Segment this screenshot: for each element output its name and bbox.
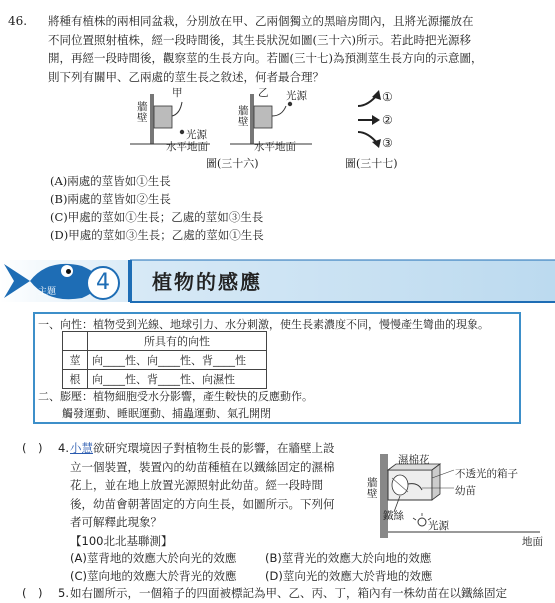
- row-label: 根: [63, 370, 88, 389]
- q4-option-c[interactable]: (C)莖向地的效應大於背光的效應: [70, 569, 237, 583]
- fish-eye-icon: [60, 264, 74, 278]
- q4-line: 後，幼苗會朝著固定的方向生長，如圖所示。下列何: [70, 496, 335, 511]
- q4-answer-paren[interactable]: ( ): [22, 441, 43, 455]
- q4-source: 【100北北基聯測】: [70, 533, 173, 548]
- option-c[interactable]: (C)甲處的莖如①生長；乙處的莖如③生長: [50, 210, 264, 224]
- row-content: 向____性、向____性、背____性: [88, 351, 267, 370]
- q5-text: 如右圖所示，一個箱子的四面被標記為甲、乙、丙、丁，箱內有一株幼苗在以鐵絲固定: [70, 586, 507, 600]
- question-46-number: 46.: [8, 14, 28, 28]
- summary-turgor: 二、膨壓：植物細胞受水分影響，產生較快的反應動作。: [38, 390, 313, 403]
- fig36-wall-label-jia: 牆壁: [137, 101, 148, 124]
- question-46-options: [50, 172, 264, 244]
- topic-label: 主題: [38, 287, 57, 297]
- q4-line: 欲研究環境因子對植物生長的影響，在牆壁上設: [93, 441, 335, 455]
- q5-answer-paren[interactable]: ( ): [22, 586, 43, 600]
- q4-fig-ground-label: 地面: [522, 536, 543, 548]
- option-b[interactable]: (B)兩處的莖皆如②生長: [50, 192, 171, 206]
- tropism-table: [62, 331, 267, 389]
- topic-banner: [0, 256, 555, 306]
- fig36-light-label-yi: 光源: [286, 90, 307, 102]
- q5-number: 5.: [58, 586, 69, 600]
- fig37-arrow-1-label: ①: [382, 90, 393, 104]
- q46-line: 開，再經一段時間後，觀察莖的生長方向。若圖(三十七)為預測莖生長方向的示意圖，: [48, 51, 483, 65]
- q4-fig-cotton-label: 濕棉花: [398, 454, 430, 466]
- topic-number: 4: [86, 266, 120, 300]
- fig36-wall-label-yi: 牆壁: [238, 105, 249, 128]
- fig37-arrow-3-label: ③: [382, 136, 393, 150]
- fig36-caption: 圖(三十六): [206, 157, 259, 170]
- q4-option-d[interactable]: (D)莖向光的效應大於背地的效應: [265, 569, 433, 583]
- row-label: 莖: [63, 351, 88, 370]
- table-corner: [63, 332, 88, 351]
- q4-fig-box-label: 不透光的箱子: [455, 468, 518, 480]
- table-header: 所具有的向性: [88, 332, 267, 351]
- q4-option-b[interactable]: (B)莖背光的效應大於向地的效應: [265, 551, 432, 565]
- fig36-ground-label-jia: 水平地面: [166, 141, 208, 153]
- fig37-arrow-2-label: ②: [382, 113, 393, 127]
- fig36-ground-label-yi: 水平地面: [254, 141, 296, 153]
- fig36-yi-label: 乙: [258, 87, 269, 99]
- q46-line: 則下列有關甲、乙兩處的莖生長之敘述，何者最合理？: [48, 69, 324, 84]
- page-title: 植物的感應: [152, 270, 262, 294]
- fig36-light-label-jia: 光源: [186, 129, 207, 141]
- fig36-jia-label: 甲: [172, 87, 183, 99]
- q4-number: 4.: [58, 441, 69, 455]
- q4-option-a[interactable]: (A)莖背地的效應大於向光的效應: [70, 551, 237, 565]
- fig37-caption: 圖(三十七): [345, 157, 398, 170]
- option-a[interactable]: (A)兩處的莖皆如①生長: [50, 174, 171, 188]
- question-46-text: [48, 12, 538, 86]
- q4-line: 立一個裝置，裝置內的幼苗種植在以鐵絲固定的濕棉: [70, 459, 335, 474]
- option-d[interactable]: (D)甲處的莖如③生長；乙處的莖如①生長: [50, 228, 264, 242]
- q4-student-name: 小慧: [70, 441, 93, 455]
- table-row: [63, 370, 267, 389]
- q4-fig-wall-label: 牆壁: [367, 477, 378, 500]
- q4-text: [70, 439, 360, 550]
- table-row: [63, 351, 267, 370]
- q4-fig-seedling-label: 幼苗: [455, 485, 476, 497]
- summary-turgor-examples: 觸發運動、睡眠運動、捕蟲運動、氣孔開閉: [62, 407, 271, 420]
- q4-fig-wire-label: 鐵絲: [383, 510, 404, 522]
- q46-line: 將種有植株的兩相同盆栽，分別放在甲、乙兩個獨立的黑暗房間內，且將光源擺放在: [48, 14, 474, 28]
- row-content: 向____性、背____性、向濕性: [88, 370, 267, 389]
- summary-tropism: 一、向性：植物受到光線、地球引力、水分刺激，使生長素濃度不同，慢慢產生彎曲的現象。: [38, 318, 489, 331]
- q4-line: 花上，並在地上放置光源照射此幼苗。經一段時間: [70, 478, 323, 492]
- q4-fig-light-label: 光源: [428, 520, 449, 532]
- q4-line: 者可解釋此現象？: [70, 515, 162, 529]
- q46-line: 不同位置照射植株，經一段時間後，其生長狀況如圖(三十六)所示。若此時把光源移: [48, 32, 471, 47]
